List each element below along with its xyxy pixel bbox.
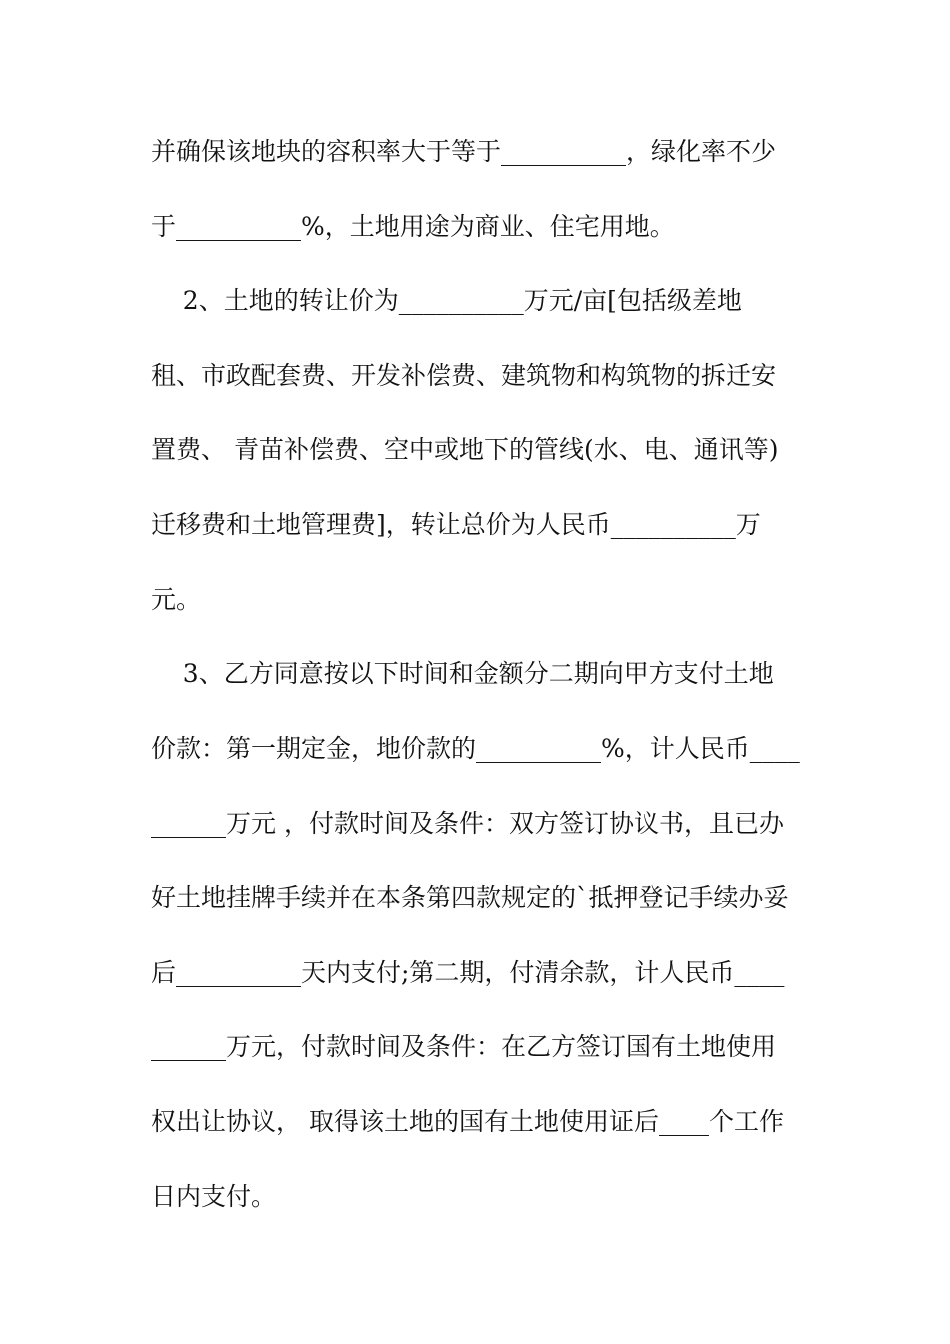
clause-2-line-2: 租、市政配套费、开发补偿费、建筑物和构筑物的拆迁安 [151,361,777,390]
clause-2-line-4: 迁移费和土地管理费]，转让总价为人民币__________万 [151,510,761,539]
clause-3-line-5: 后__________天内支付;第二期，付清余款，计人民币____ [151,958,785,987]
clause-3-line-6: ______万元，付款时间及条件：在乙方签订国有土地使用 [151,1032,777,1061]
clause-3-line-4: 好土地挂牌手续并在本条第四款规定的`抵押登记手续办妥 [151,883,789,912]
clause-2-line-1: 2、土地的转让价为__________万元/亩[包括级差地 [151,286,742,315]
paragraph-line-2: 于__________%，土地用途为商业、住宅用地。 [151,212,675,241]
clause-3-line-1: 3、乙方同意按以下时间和金额分二期向甲方支付土地 [151,659,774,688]
paragraph-line-1: 并确保该地块的容积率大于等于__________，绿化率不少 [151,137,777,166]
clause-3-line-2: 价款：第一期定金，地价款的__________%，计人民币____ [151,734,800,763]
clause-2-line-5: 元。 [151,585,202,614]
clause-3-line-8: 日内支付。 [151,1182,277,1211]
clause-3-line-7: 权出让协议， 取得该土地的国有土地使用证后____个工作 [151,1107,784,1136]
clause-2-line-3: 置费、 青苗补偿费、空中或地下的管线(水、电、通讯等) [151,435,779,464]
clause-3-line-3: ______万元 ，付款时间及条件：双方签订协议书，且已办 [151,809,784,838]
